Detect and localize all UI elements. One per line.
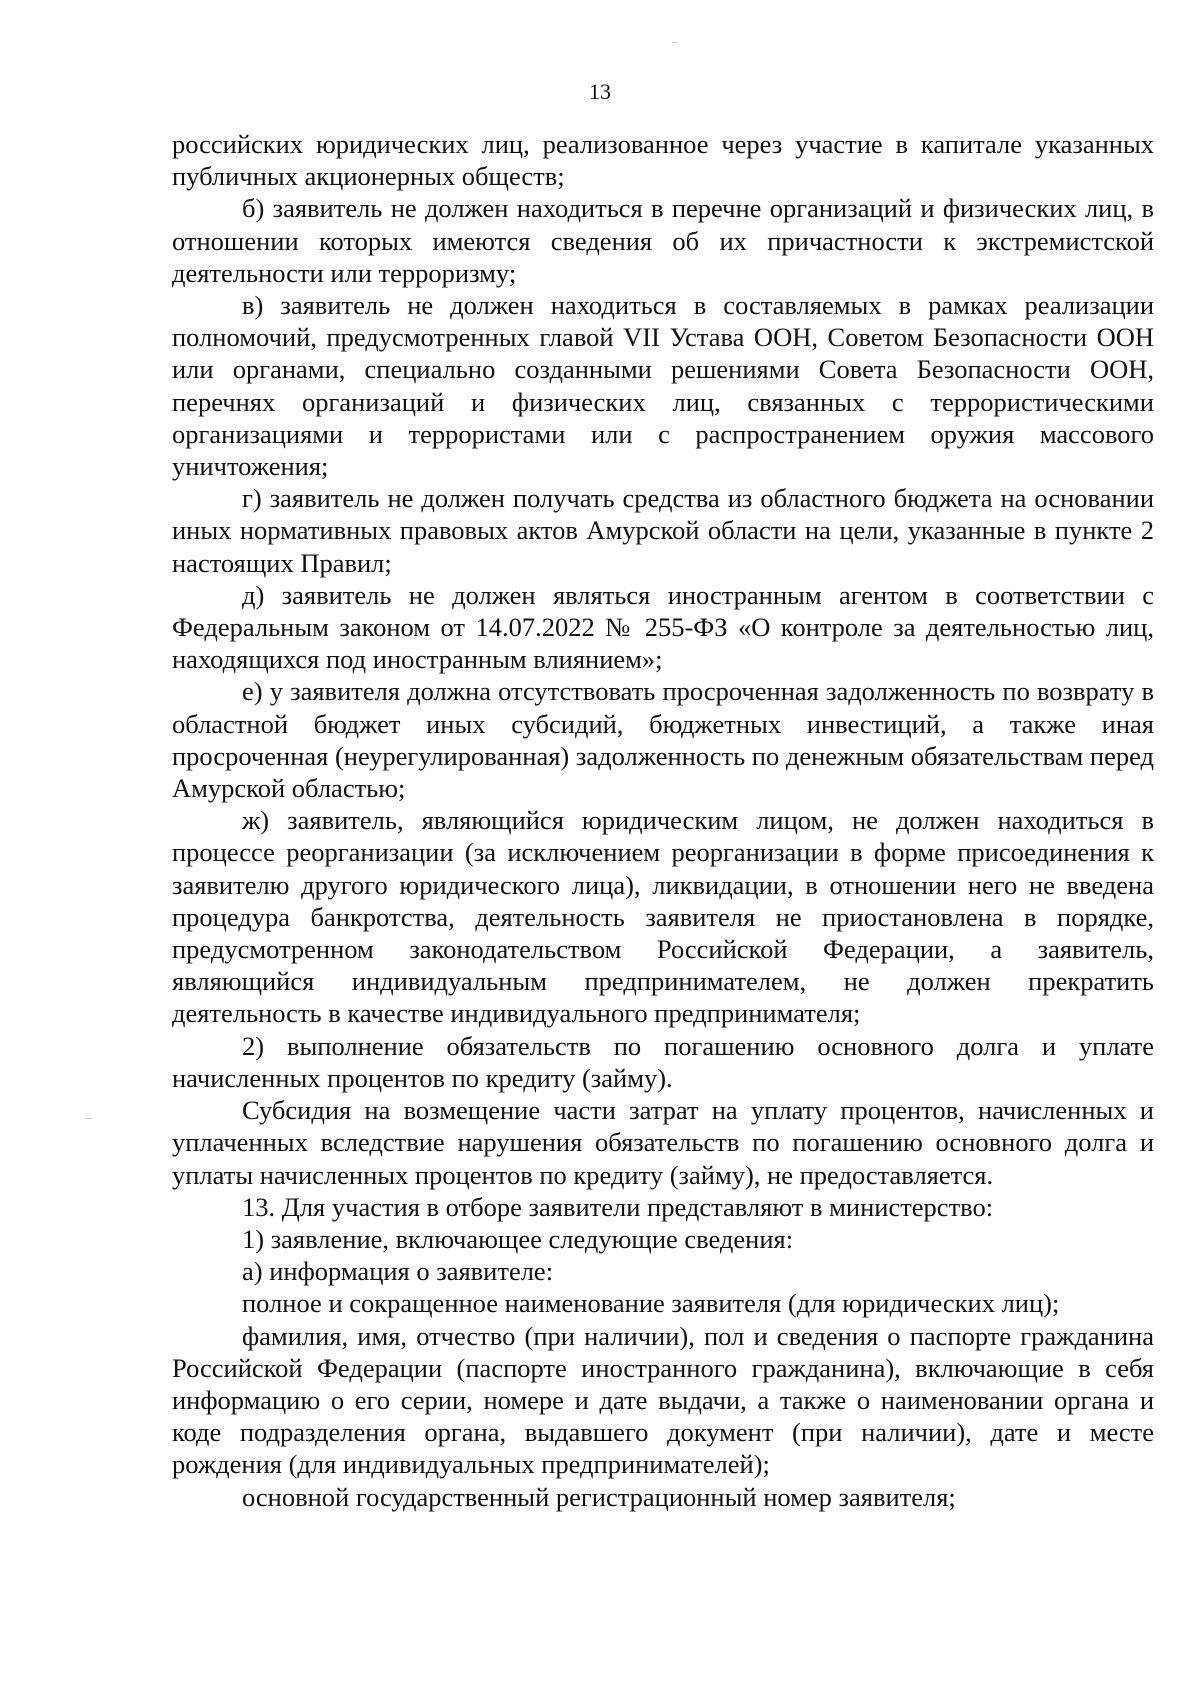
paragraph-item-zh: ж) заявитель, являющийся юридическим лицом, не должен находиться в процессе реорганизации (за исключением реорганизации в форме присоединения к заявителю другого юридического лица), ликвидации, в отношении него не введена процедура банкротства, деятельность заявителя не приостановлена в порядке, предусмотренном законодательством Российской Федерации, а заявитель, являющийся индивидуальным предпринимателем, не должен прекратить деятельность в качестве индивидуального предпринимателя;: [172, 805, 1154, 1029]
scan-speck-top: [672, 42, 678, 43]
paragraph-continuation: российских юридических лиц, реализованное через участие в капитале указанных публичных акционерных обществ;: [172, 129, 1154, 192]
scan-speck-left: [86, 1118, 92, 1119]
paragraph-applicant-info: а) информация о заявителе:: [242, 1256, 554, 1287]
paragraph-item-d: д) заявитель не должен являться иностранным агентом в соответствии с Федеральным законом от 14.07.2022 № 255-ФЗ «О контроле за деятельностью лиц, находящихся под иностранным влиянием»;: [172, 579, 1154, 675]
paragraph-section-13: 13. Для участия в отборе заявители представляют в министерство:: [242, 1191, 994, 1222]
paragraph-item-b: б) заявитель не должен находиться в перечне организаций и физических лиц, в отношении которых имеются сведения об их причастности к экстремистской деятельности или терроризму;: [172, 193, 1154, 288]
document-body: [172, 128, 1154, 1513]
paragraph-condition-2: 2) выполнение обязательств по погашению основного долга и уплате начисленных процентов по кредиту (займу).: [172, 1030, 1154, 1093]
paragraph-item-v: в) заявитель не должен находиться в составляемых в рамках реализации полномочий, предусмотренных главой VII Устава ООН, Советом Безопасности ООН или органами, специально созданными решениями Совета Безопасности ООН, перечнях организаций и физических лиц, связанных с террористическими организациями и террористами или с распространением оружия массового уничтожения;: [172, 290, 1154, 482]
paragraph-subsidy-note: Субсидия на возмещение части затрат на уплату процентов, начисленных и уплаченных вследствие нарушения обязательств по погашению основного долга и уплаты начисленных процентов по кредиту (займу), не предоставляется.: [172, 1095, 1154, 1190]
paragraph-personal-data: фамилия, имя, отчество (при наличии), пол и сведения о паспорте гражданина Российской Федерации (паспорте иностранного гражданина), включающие в себя информацию о его серии, номере и дате выдачи, а также о наименовании органа и коде подразделения органа, выдавшего документ (при наличии), дате и месте рождения (для индивидуальных предпринимателей);: [172, 1320, 1154, 1480]
paragraph-item-g: г) заявитель не должен получать средства из областного бюджета на основании иных нормативных правовых актов Амурской области на цели, указанные в пункте 2 настоящих Правил;: [172, 483, 1154, 578]
paragraph-full-name: полное и сокращенное наименование заявителя (для юридических лиц);: [242, 1288, 1060, 1319]
paragraph-item-e: е) у заявителя должна отсутствовать просроченная задолженность по возврату в областной бюджет иных субсидий, бюджетных инвестиций, а также иная просроченная (неурегулированная) задолженность по денежным обязательствам перед Амурской областью;: [172, 676, 1154, 804]
paragraph-registration-number: основной государственный регистрационный номер заявителя;: [242, 1481, 956, 1512]
paragraph-application: 1) заявление, включающее следующие сведения:: [242, 1223, 794, 1254]
page-number: 13: [589, 79, 611, 104]
